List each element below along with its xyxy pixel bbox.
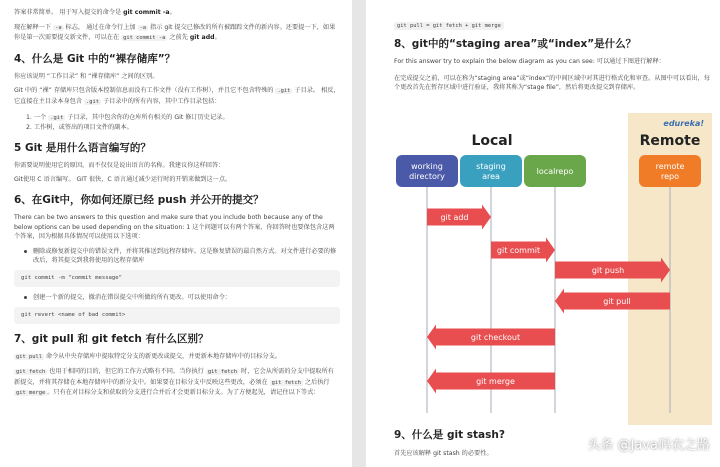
node-working (396, 155, 458, 187)
bold-command: git add (189, 34, 215, 42)
q4-paragraph-2 (14, 86, 340, 107)
inline-code: git fetch (207, 369, 238, 376)
heading-q5: 5 Git 是用什么语言编写的？ (14, 141, 151, 154)
text: 。 (214, 34, 221, 42)
q6-paragraph: There can be two answers to this question and make sure that you include both because any of the below options can be used depending on the situation: 1 这个问题可以有两个答案，你回答时也要保包含这两个答案，因为根据具体情况可以使用以下选项： (14, 213, 335, 241)
intro-paragraph (14, 8, 340, 18)
inline-code: .git (50, 114, 64, 121)
arrow-label: git commit (496, 246, 541, 255)
arrow-label: git pull (603, 297, 631, 306)
left-page (0, 0, 352, 467)
intro-end: 。 (169, 9, 176, 16)
inline-code: git merge (16, 390, 46, 397)
text: 1. 一个 (26, 113, 49, 121)
q4-paragraph-1: 你应该说明 “工作目录” 和 “裸存储库” 之间的区别。 (14, 72, 159, 80)
text: Git 中的 “裸” 存储库只包含版本控制信息而没有工作文件（没有工作树），并且它不包含特殊的 (14, 87, 276, 95)
q7-paragraph-1 (14, 352, 340, 363)
text: 子目录中的所有内容，其中工作目录包括： (101, 97, 221, 105)
list-item: 创建一个新的提交，撤消在错误提交中所做的所有更改。可以使用命令： (24, 293, 340, 303)
formula-line (394, 12, 712, 31)
text: 子目录，其中包含你的仓库所有相关的 Git 修订历史记录。 (65, 113, 229, 121)
list-item (26, 113, 340, 124)
inline-code: .git (277, 88, 291, 95)
text: 子目录。 相反，它直接在主目录本身包含 (14, 87, 340, 105)
text: 2. 工作树，或签出的项目文件的副本。 (26, 124, 133, 132)
remote-label: Remote (639, 133, 701, 149)
node-label: repo (660, 172, 680, 181)
arrow-label: git checkout (470, 333, 521, 342)
q8-paragraph-1: For this answer try to explain the below diagram as you can see: 可以通过下图进行解释： (394, 58, 665, 65)
inline-code: git fetch (16, 369, 46, 376)
brand-logo: edureka! (663, 119, 704, 128)
text: 现在解释一下 (14, 23, 54, 31)
intro-text: 答案非常简单。 用于写入提交的命令是 (14, 9, 124, 16)
code-block-commit: git commit -m "commit message" (14, 270, 340, 287)
formula-code: git pull = git fetch + git merge (394, 22, 504, 30)
text: 之后执行 (302, 378, 330, 386)
intro-command: git commit -a (123, 9, 170, 16)
node-label: area (482, 172, 500, 181)
local-label: Local (471, 133, 513, 149)
text: 时，它会从所需的分支中提取所有新提交，并将其存储在本地存储库中的新分支中。如果要在目标分支中反映这些更改，必须在 (14, 368, 334, 386)
text: 之前先 (167, 34, 190, 42)
inline-code: git commit -a (123, 35, 166, 42)
node-staging (460, 155, 522, 187)
list-item: 删除或修复新提交中的错误文件，并将其推送到远程存储库。这是修复错误的最自然方式。对文件进行必要的修改后，将其提交到我将使用的远程存储库 (24, 247, 340, 266)
node-label: staging (476, 162, 506, 171)
text: 指示 git 提交已修改的所有被跟踪文件的新内容。还要提一下，如果你是第一次需要提交新文件，可以在在 (14, 23, 336, 42)
text: 也用于相同的目的，但它的工作方式略有不同。当你执行 (47, 368, 206, 376)
inline-code: -a (55, 24, 62, 31)
node-label: localrepo (536, 167, 574, 176)
inline-code: git pull (16, 353, 42, 360)
node-remote (639, 155, 701, 187)
inline-code: git fetch (271, 379, 301, 386)
q5-paragraph-1: 你需要说明使用它的原因，而不仅仅是说出语言的名称。我建议你这样回答： (14, 161, 225, 169)
arrow-label: git add (440, 213, 469, 222)
inline-code: .git (86, 98, 100, 105)
q4-list (26, 113, 340, 133)
heading-q4: 4、什么是 Git 中的“裸存储库”？ (14, 52, 176, 65)
q9-paragraph: 首先应该解释 git stash 的必要性。 (394, 450, 493, 457)
text: 命令从中央存储库中提取特定分支的新更改或提交，并更新本地存储库中的目标分支。 (43, 352, 282, 360)
diagram-svg (394, 113, 712, 425)
q7-paragraph-2 (14, 367, 340, 399)
heading-q9: 9、什么是 git stash? (394, 429, 505, 441)
q6-list-2 (24, 293, 340, 303)
arrow-label: git push (591, 266, 625, 275)
inline-code: -a (139, 24, 147, 31)
a-flag-paragraph (14, 23, 340, 44)
node-label: remote (655, 162, 685, 171)
q8-paragraph-2: 在完成提交之前，可以在称为“staging area”或“index”的中间区域中对其进行格式化和审查。从图中可以看出，每个更改首先在暂存区域中进行验证，我将其称为“stage file”，然后将更改提交到存储库。 (394, 74, 710, 92)
q5-paragraph-2: Git使用 C 语言编写。 GIT 很快，C 语言通过减少运行时的开销来做到这一点。 (14, 176, 232, 184)
q6-list (24, 247, 340, 266)
right-page (366, 0, 720, 467)
arrow-label: git merge (476, 377, 515, 386)
heading-q8: 8、git中的“staging area”或“index”是什么？ (394, 38, 637, 50)
node-label: working (411, 162, 443, 171)
code-block-revert: git revert <name of bad commit> (14, 307, 340, 324)
staging-area-diagram (394, 113, 712, 425)
node-label: directory (409, 172, 445, 181)
text: 标志， 通过在命令行上加 (63, 23, 138, 31)
heading-q6: 6、在Git中，你如何还原已经 push 并公开的提交？ (14, 193, 264, 206)
list-item (26, 123, 340, 133)
heading-q7: 7、git pull 和 git fetch 有什么区别？ (14, 332, 209, 345)
text: 。只有在对目标分支和获取的分支进行合并后才会更新目标分支。为了方便起见，请记住以下等式： (47, 389, 320, 397)
watermark: 头条 @Java码农之路 (587, 438, 710, 453)
